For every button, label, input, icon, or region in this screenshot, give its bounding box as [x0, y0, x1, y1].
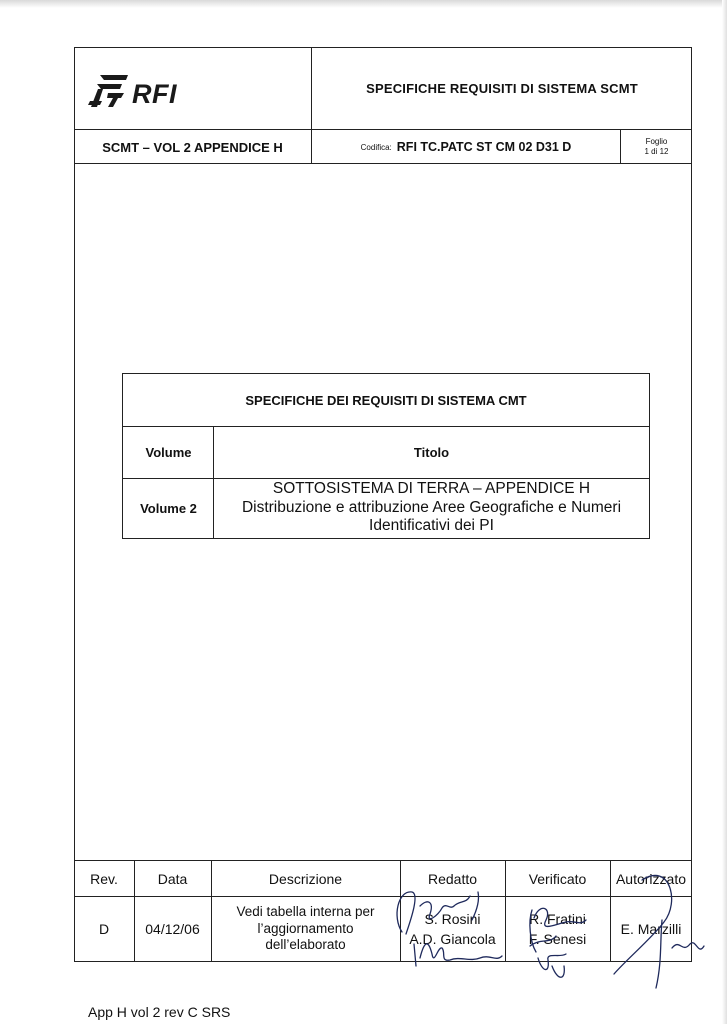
rfi-logo — [88, 67, 177, 109]
footer-reference: App H vol 2 rev C SRS — [88, 1004, 231, 1020]
drafted-by-name: A.D. Giancola — [409, 931, 496, 947]
date-value: 04/12/06 — [145, 921, 200, 937]
title-line: Identificativi dei PI — [369, 517, 494, 535]
title-line: Distribuzione e attribuzione Aree Geografiche e Numeri — [241, 498, 622, 516]
description-line: dell’elaborato — [265, 937, 346, 953]
fs-logo-icon — [88, 67, 130, 109]
code-label: Codifica: — [360, 142, 392, 152]
logo-cell — [74, 47, 312, 130]
scan-edge-top — [0, 0, 727, 8]
title-line: SOTTOSISTEMA DI TERRA – APPENDICE H — [272, 480, 591, 498]
header-bottom-row — [74, 130, 692, 164]
spec-table-heading: SPECIFICHE DEI REQUISITI DI SISTEMA CMT — [123, 374, 649, 427]
sheet-value: 1 di 12 — [644, 147, 669, 156]
sheet-label: Foglio — [645, 137, 668, 146]
header-drafted: Redatto — [427, 870, 478, 887]
header-date: Data — [157, 870, 188, 887]
authorized-by: E. Marzilli — [620, 921, 682, 937]
verified-by-name: R. Fratini — [529, 911, 586, 927]
description-line: l’aggiornamento — [257, 920, 354, 936]
drafted-by-name: S. Rosini — [424, 911, 481, 927]
description-value — [211, 896, 400, 962]
scan-edge-right — [722, 0, 727, 1024]
header-top-row — [74, 47, 692, 130]
header-description: Descrizione — [268, 870, 343, 887]
description-line: Vedi tabella interna per — [236, 904, 375, 920]
volume-value: Volume 2 — [140, 500, 197, 516]
drafted-by — [400, 896, 505, 962]
col-header-title: Titolo — [413, 445, 450, 460]
revision-table — [74, 860, 692, 962]
title-value — [214, 478, 649, 538]
verified-by-name: F. Senesi — [528, 931, 587, 947]
code-value: RFI TC.PATC ST CM 02 D31 D — [396, 140, 572, 154]
verified-by — [505, 896, 610, 962]
volume-label: SCMT – VOL 2 APPENDICE H — [74, 130, 312, 164]
document-code — [312, 130, 621, 164]
spec-table — [122, 373, 650, 539]
header-authorized: Autorizzato — [615, 870, 687, 887]
col-header-volume: Volume — [145, 445, 192, 460]
sheet-number — [621, 130, 692, 164]
header-rev: Rev. — [90, 870, 118, 887]
header-verified: Verificato — [528, 870, 587, 887]
rev-value: D — [98, 921, 110, 937]
logo-text: RFI — [132, 79, 177, 109]
document-title: SPECIFICHE REQUISITI DI SISTEMA SCMT — [366, 81, 638, 96]
